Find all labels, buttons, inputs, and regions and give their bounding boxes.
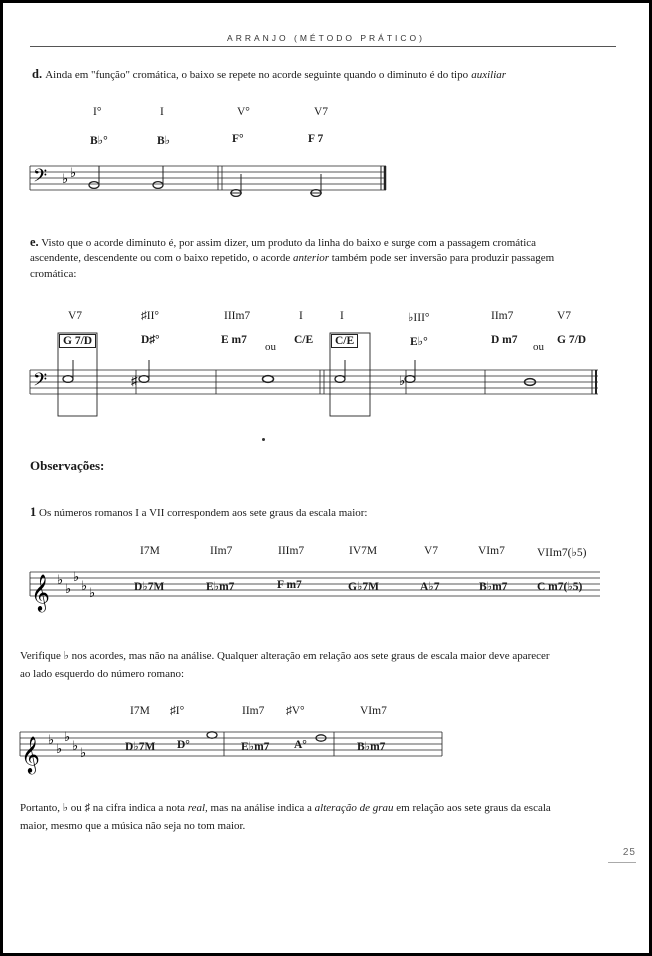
obs-roman-2: IIm7 xyxy=(210,545,233,557)
e-ou-2: ou xyxy=(533,341,544,353)
observacoes-item-number: 1 xyxy=(30,505,37,519)
svg-text:♭: ♭ xyxy=(80,745,87,760)
section-e-line3: cromática: xyxy=(30,268,77,280)
portanto-line1-c: em relação aos sete graus da escala xyxy=(396,802,551,814)
obs-roman-6: VIm7 xyxy=(478,545,505,557)
obs-chord-7: C m7(♭5) xyxy=(537,581,583,593)
e-roman-4: I xyxy=(299,310,303,322)
observacoes-title: Observações: xyxy=(30,458,105,473)
e-roman-2: ♯II° xyxy=(141,310,160,322)
obs-chord-3: F m7 xyxy=(277,579,302,591)
page-number-rule xyxy=(608,862,636,863)
svg-text:𝄢: 𝄢 xyxy=(33,370,48,395)
portanto-emph-2: alteração de grau xyxy=(314,802,394,814)
d-chord-2: B♭ xyxy=(157,135,171,147)
svg-text:♭: ♭ xyxy=(70,165,77,180)
section-e-line1-text: Visto que o acorde diminuto é, por assim dizer, um produto da linha do baixo e surge com a passagem cromática xyxy=(41,237,537,249)
ver-roman-2: ♯I° xyxy=(170,705,185,717)
e-chord-4: C/E xyxy=(294,334,314,346)
d-chord-1: B♭° xyxy=(90,135,108,147)
svg-text:♭: ♭ xyxy=(56,741,63,756)
d-roman-2: I xyxy=(160,106,164,118)
e-roman-3: IIIm7 xyxy=(224,310,251,322)
e-chord-6: E♭° xyxy=(410,336,428,348)
portanto-emph-1: real, xyxy=(187,802,208,814)
svg-text:♭: ♭ xyxy=(64,729,71,744)
d-roman-1: I° xyxy=(93,106,102,118)
verifique-line1: Verifique ♭ nos acordes, mas não na análise. Qualquer alteração em relação aos sete graus de escala maior deve aparecer xyxy=(20,650,550,662)
section-d-text: Ainda em "função" cromática, o baixo se repete no acorde seguinte quando o diminuto é do tipo xyxy=(45,69,469,81)
ver-chord-3: E♭m7 xyxy=(241,741,270,753)
staff-e xyxy=(30,333,600,423)
obs-chord-1: D♭7M xyxy=(134,581,165,593)
e-ou-1: ou xyxy=(265,341,276,353)
svg-text:♭: ♭ xyxy=(62,171,69,186)
d-chord-3: F° xyxy=(232,133,244,145)
header-rule xyxy=(30,46,616,47)
section-e-line2 xyxy=(30,250,554,266)
d-chord-4: F 7 xyxy=(308,133,324,145)
svg-text:𝄞: 𝄞 xyxy=(31,573,50,611)
portanto-line1-b: mas na análise indica a xyxy=(210,802,312,814)
ver-chord-2: D° xyxy=(177,739,190,751)
e-roman-7: IIm7 xyxy=(491,310,514,322)
section-e-line1 xyxy=(30,234,536,251)
ver-chord-1: D♭7M xyxy=(125,741,156,753)
obs-roman-1: I7M xyxy=(140,545,160,557)
svg-text:𝄞: 𝄞 xyxy=(21,735,40,773)
section-d-paragraph xyxy=(32,66,506,83)
portanto-line2: maior, mesmo que a música não seja no tom maior. xyxy=(20,820,246,832)
e-chord-7: D m7 xyxy=(491,334,518,346)
stray-dot xyxy=(262,438,265,441)
portanto-line1 xyxy=(20,800,551,816)
obs-chord-5: A♭7 xyxy=(420,581,440,593)
svg-text:♭: ♭ xyxy=(57,572,64,587)
e-chord-1: G 7/D xyxy=(59,334,96,348)
obs-chord-4: G♭7M xyxy=(348,581,379,593)
observacoes-item-1 xyxy=(30,504,367,521)
obs-roman-3: IIIm7 xyxy=(278,545,305,557)
e-roman-5: I xyxy=(340,310,344,322)
staff-d xyxy=(30,160,390,200)
ver-roman-5: VIm7 xyxy=(360,705,387,717)
svg-text:𝄢: 𝄢 xyxy=(33,166,48,191)
e-chord-2: D♯° xyxy=(141,334,160,346)
svg-text:♭: ♭ xyxy=(89,585,96,600)
ver-chord-4: A° xyxy=(294,739,307,751)
svg-text:♭: ♭ xyxy=(81,578,88,593)
svg-text:♭: ♭ xyxy=(48,732,55,747)
staff-obs xyxy=(30,562,602,612)
ver-chord-5: B♭m7 xyxy=(357,741,386,753)
obs-chord-6: B♭m7 xyxy=(479,581,508,593)
obs-roman-5: V7 xyxy=(424,545,439,557)
svg-text:♭: ♭ xyxy=(73,569,80,584)
section-e-letter: e. xyxy=(30,235,39,249)
svg-text:♭: ♭ xyxy=(399,373,406,388)
svg-text:♭: ♭ xyxy=(72,738,79,753)
obs-roman-4: IV7M xyxy=(349,545,378,557)
ver-roman-3: IIm7 xyxy=(242,705,265,717)
obs-chord-2: E♭m7 xyxy=(206,581,235,593)
svg-text:♯: ♯ xyxy=(131,373,138,388)
running-header: ARRANJO (MÉTODO PRÁTICO) xyxy=(227,33,425,43)
page-number: 25 xyxy=(622,847,636,858)
section-e-line2-emph: anterior xyxy=(292,252,330,264)
portanto-line1-a: Portanto, ♭ ou ♯ na cifra indica a nota xyxy=(20,802,185,814)
d-roman-4: V7 xyxy=(314,106,329,118)
section-d-emph: auxiliar xyxy=(471,69,507,81)
section-d-letter: d. xyxy=(32,67,43,81)
e-roman-1: V7 xyxy=(68,310,83,322)
obs-roman-7: VIIm7(♭5) xyxy=(537,547,587,559)
section-e-line2-b: também pode ser inversão para produzir passagem xyxy=(331,252,555,264)
e-roman-6: ♭III° xyxy=(408,312,430,324)
e-chord-8: G 7/D xyxy=(557,334,587,346)
verifique-line2: ao lado esquerdo do número romano: xyxy=(20,668,185,680)
e-chord-3: E m7 xyxy=(221,334,247,346)
d-roman-3: V° xyxy=(237,106,250,118)
e-roman-8: V7 xyxy=(557,310,572,322)
svg-text:♭: ♭ xyxy=(65,581,72,596)
e-chord-5: C/E xyxy=(331,334,358,348)
section-e-line2-a: ascendente, descendente ou com o baixo repetido, o acorde xyxy=(30,252,291,264)
ver-roman-1: I7M xyxy=(130,705,150,717)
ver-roman-4: ♯V° xyxy=(286,705,305,717)
observacoes-item-text: Os números romanos I a VII correspondem aos sete graus da escala maior: xyxy=(39,507,368,519)
